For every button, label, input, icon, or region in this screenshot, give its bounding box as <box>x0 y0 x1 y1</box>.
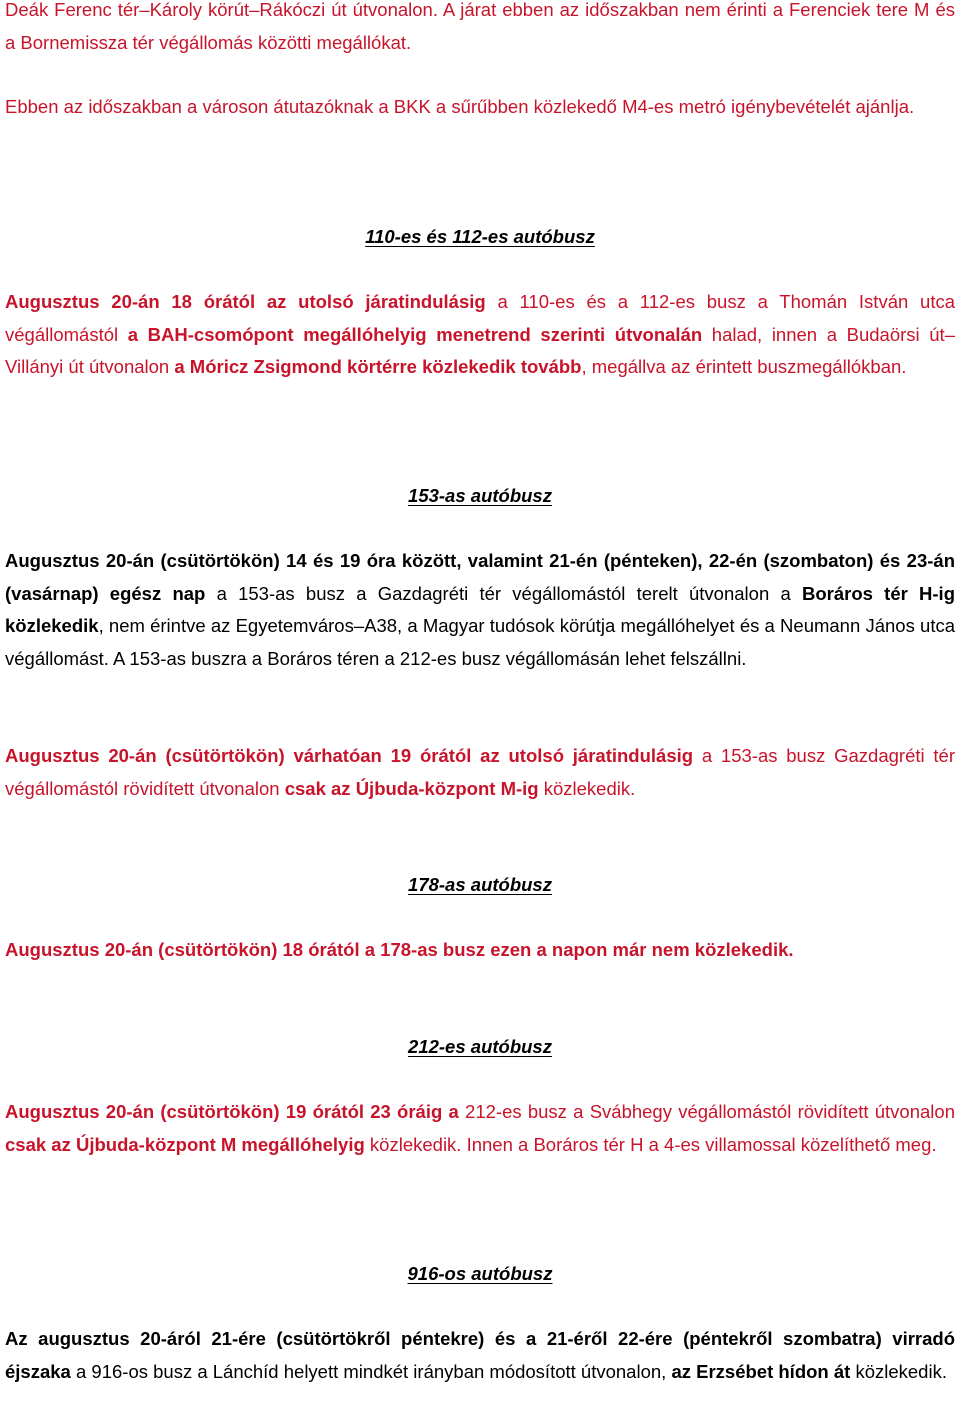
section-178-body <box>5 934 955 967</box>
intro-paragraph-2: Ebben az időszakban a városon átutazóknak a BKK a sűrűbben közlekedő M4-es metró igénybevételét ajánlja. <box>5 96 915 117</box>
section-212-paragraph <box>5 1096 955 1161</box>
text-run-bold: Augusztus 20-án 18 órától az utolsó járatindulásig <box>5 291 486 312</box>
section-153-paragraph-2 <box>5 740 955 805</box>
text-run-bold: csak az Újbuda-központ M-ig <box>284 777 539 799</box>
text-run-bold: csak az Újbuda-központ M megállóhelyig <box>5 1133 365 1155</box>
section-heading-110-112: 110-es és 112-es autóbusz <box>365 226 595 247</box>
section-212-heading-block <box>5 1031 955 1064</box>
text-run: közlekedik. <box>850 1360 947 1382</box>
section-916-body <box>5 1323 955 1388</box>
text-run: , megállva az érintett buszmegállókban. <box>581 356 907 377</box>
text-run: a 916-os busz a Lánchíd helyett mindkét irányban módosított útvonalon, <box>70 1360 672 1382</box>
text-run-bold: Boráros tér H-ig közlekedik <box>5 582 955 636</box>
text-run: a 110-es és a 112-es busz a Thomán István utca végállomástól <box>5 291 955 345</box>
text-run: , nem érintve az Egyetemváros–A38, a Magyar tudósok körútja megállóhelyet és a Neumann János utca végállomást. A 153-as buszra a Boráros téren a 212-es busz végállomásán lehet felszállni. <box>5 615 955 669</box>
text-run-bold: Az augusztus 20-áról 21-ére (csütörtökről péntekre) és a 21-éről 22-ére (péntekről szombatra) virradó éjszaka <box>5 1328 955 1382</box>
text-run-bold: Augusztus 20-án (csütörtökön) 14 és 19 óra között, valamint 21-én (pénteken), 22-én (szombaton) és 23-án (vasárnap) egész nap <box>5 550 955 604</box>
text-run: 212-es busz a Svábhegy végállomástól rövidített útvonalon <box>458 1101 955 1122</box>
intro-block-2 <box>5 91 955 124</box>
text-run-bold: Augusztus 20-án (csütörtökön) 19 órától 23 óráig a <box>5 1101 459 1122</box>
text-run-bold: Augusztus 20-án (csütörtökön) várhatóan 19 órától az utolsó járatindulásig <box>5 745 694 766</box>
section-178-heading-block <box>5 869 955 902</box>
intro-block <box>5 0 955 59</box>
section-heading-153: 153-as autóbusz <box>408 485 552 506</box>
section-153-heading-block <box>5 480 955 513</box>
section-153-body-2 <box>5 740 955 805</box>
section-153-paragraph-1 <box>5 545 955 675</box>
section-916-heading-block <box>5 1258 955 1291</box>
section-110-112-heading-block <box>5 221 955 254</box>
text-run-bold: az Erzsébet hídon át <box>671 1360 851 1382</box>
text-run-bold: Augusztus 20-án (csütörtökön) 18 órától a 178-as busz ezen a napon már nem közlekedik. <box>5 939 794 960</box>
section-916-paragraph <box>5 1323 955 1388</box>
text-run: közlekedik. Innen a Boráros tér H a 4-es villamossal közelíthető meg. <box>364 1133 937 1155</box>
section-heading-916: 916-os autóbusz <box>407 1263 553 1284</box>
section-153-body-1 <box>5 545 955 675</box>
text-run-bold: a Móricz Zsigmond körtérre közlekedik tovább <box>174 356 582 377</box>
section-110-112-paragraph <box>5 286 955 384</box>
section-heading-178: 178-as autóbusz <box>408 874 552 895</box>
text-run: a 153-as busz a Gazdagréti tér végállomástól terelt útvonalon a <box>205 582 802 604</box>
text-run-bold: a BAH-csomópont megállóhelyig menetrend szerinti útvonalán <box>127 323 703 345</box>
text-run: közlekedik. <box>538 777 636 799</box>
section-212-body <box>5 1096 955 1161</box>
text-run: halad, innen a Budaörsi út–Villányi út útvonalon <box>5 323 955 377</box>
section-110-112-body <box>5 286 955 384</box>
section-heading-212: 212-es autóbusz <box>408 1036 552 1057</box>
section-178-paragraph <box>5 934 955 967</box>
intro-paragraph-1: Deák Ferenc tér–Károly körút–Rákóczi út útvonalon. A járat ebben az időszakban nem érinti a Ferenciek tere M és a Bornemissza tér végállomás közötti megállókat. <box>5 0 955 53</box>
text-run: a 153-as busz Gazdagréti tér végállomástól rövidített útvonalon <box>5 745 955 799</box>
